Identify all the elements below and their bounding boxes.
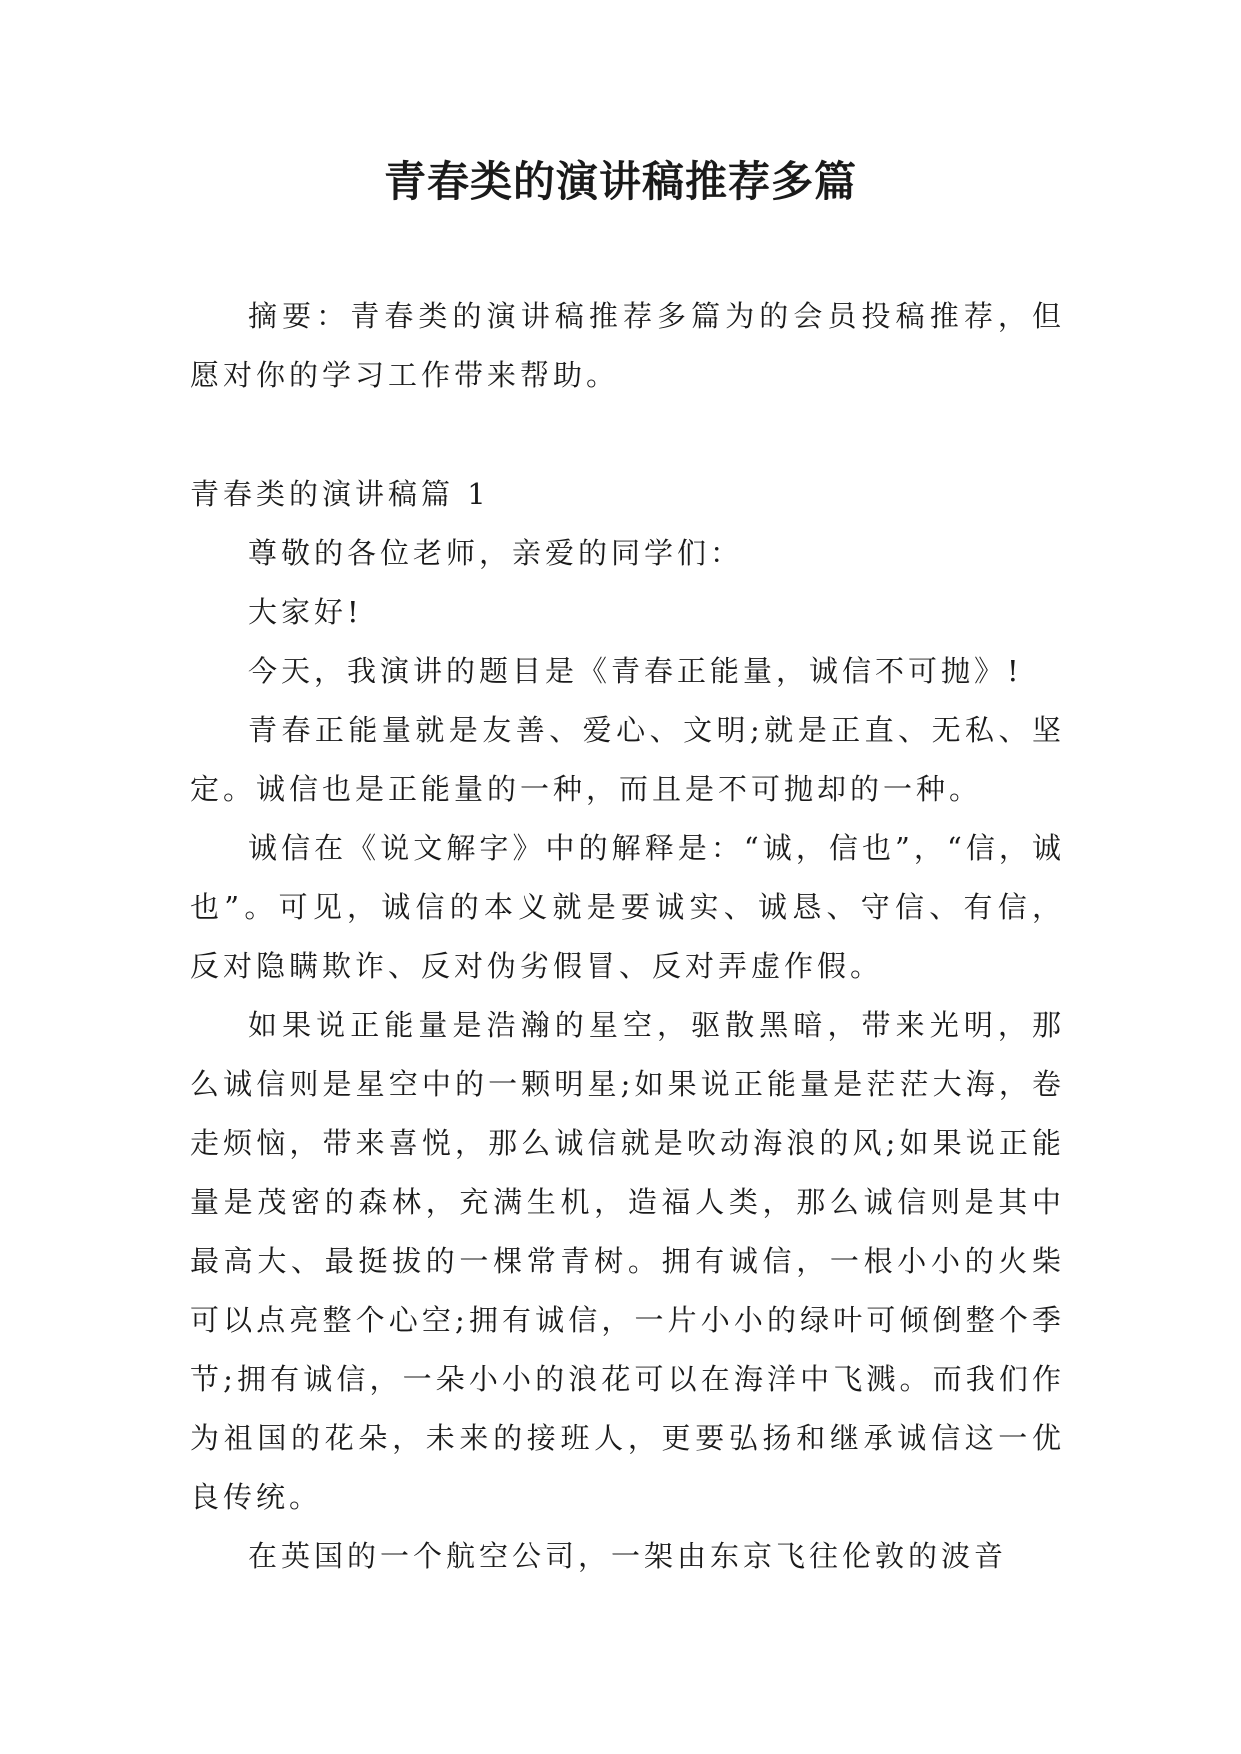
article-body <box>190 465 1065 1586</box>
document-title: 青春类的演讲稿推荐多篇 <box>383 157 857 206</box>
section-heading: 青春类的演讲稿篇 1 <box>190 477 490 511</box>
abstract-text: 摘要：青春类的演讲稿推荐多篇为的会员投稿推荐，但愿对你的学习工作带来帮助。 <box>190 299 1065 392</box>
paragraph-story: 在英国的一个航空公司，一架由东京飞往伦敦的波音 <box>248 1539 1008 1573</box>
paragraph-greeting: 尊敬的各位老师，亲爱的同学们： <box>248 536 744 570</box>
paragraph-metaphor: 如果说正能量是浩瀚的星空，驱散黑暗，带来光明，那么诚信则是星空中的一颗明星;如果说正能量是茫茫大海，卷走烦恼，带来喜悦，那么诚信就是吹动海浪的风;如果说正能量是茂密的森林，充满生机，造福人类，那么诚信则是其中最高大、最挺拔的一棵常青树。拥有诚信，一根小小的火柴可以点亮整个心空;拥有诚信，一片小小的绿叶可倾倒整个季节;拥有诚信，一朵小小的浪花可以在海洋中飞溅。而我们作为祖国的花朵，未来的接班人，更要弘扬和继承诚信这一优良传统。 <box>190 1008 1065 1514</box>
abstract-block <box>190 287 1065 405</box>
paragraph-hello: 大家好! <box>248 595 363 629</box>
paragraph-shuowen: 诚信在《说文解字》中的解释是：“诚，信也”，“信，诚也”。可见，诚信的本义就是要诚实、诚恳、守信、有信，反对隐瞒欺诈、反对伪劣假冒、反对弄虚作假。 <box>190 831 1065 983</box>
paragraph-topic: 今天，我演讲的题目是《青春正能量，诚信不可抛》! <box>248 654 1023 688</box>
paragraph-definition: 青春正能量就是友善、爱心、文明;就是正直、无私、坚定。诚信也是正能量的一种，而且是不可抛却的一种。 <box>190 713 1065 806</box>
